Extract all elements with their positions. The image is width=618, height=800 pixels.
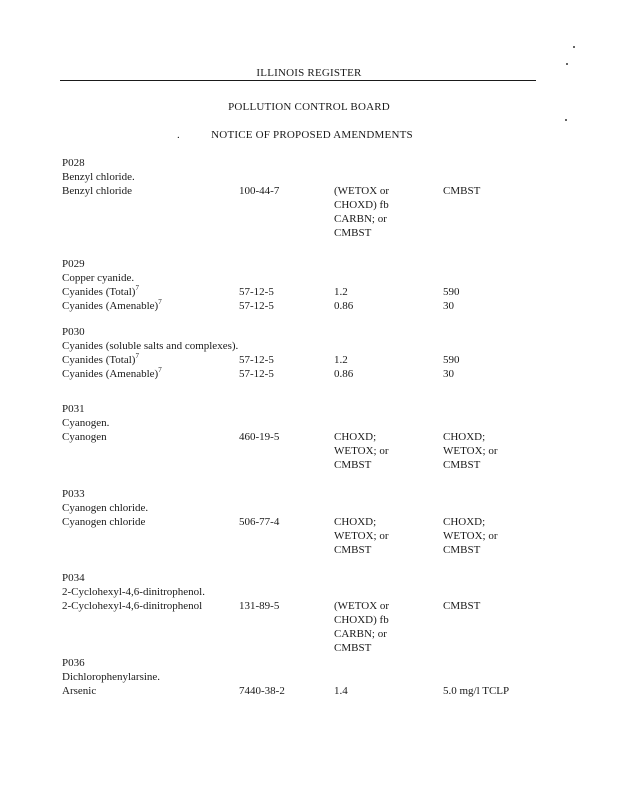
standard-line: 0.86 bbox=[334, 300, 354, 312]
standard-line: (WETOX or bbox=[334, 600, 390, 612]
notice-bullet: . bbox=[177, 129, 180, 141]
constituent-row bbox=[62, 367, 542, 381]
cas-number: 131-89-5 bbox=[239, 600, 280, 612]
standard-line: WETOX; or bbox=[443, 445, 498, 457]
standard-line: (WETOX or bbox=[334, 185, 390, 197]
cas-number: 57-12-5 bbox=[239, 368, 274, 380]
constituent-label: 2-Cyclohexyl-4,6-dinitrophenol bbox=[62, 600, 203, 612]
wastewater-standard bbox=[334, 599, 389, 655]
wastewater-standard bbox=[334, 367, 353, 381]
footnote-marker: 7 bbox=[158, 298, 162, 306]
standard-line: CHOXD; bbox=[334, 431, 377, 443]
waste-code: P031 bbox=[62, 403, 85, 415]
standard-line: CMBST bbox=[443, 600, 481, 612]
standard-line: CMBST bbox=[443, 544, 481, 556]
constituent-label: Arsenic bbox=[62, 685, 97, 697]
cas-number: 100-44-7 bbox=[239, 185, 280, 197]
wastewater-standard bbox=[334, 515, 388, 557]
standard-line: 1.4 bbox=[334, 685, 348, 697]
waste-code: P033 bbox=[62, 488, 85, 500]
waste-entry bbox=[62, 656, 542, 698]
wastewater-standard bbox=[334, 353, 348, 367]
standard-line: CMBST bbox=[443, 185, 481, 197]
constituent-row bbox=[62, 184, 542, 240]
cas-number: 460-19-5 bbox=[239, 431, 280, 443]
standard-line: 5.0 mg/l TCLP bbox=[443, 685, 510, 697]
constituent-name bbox=[62, 367, 162, 381]
constituent-label: Cyanides (Amenable) bbox=[62, 300, 159, 312]
waste-description: Cyanides (soluble salts and complexes). bbox=[62, 340, 239, 352]
constituent-row bbox=[62, 515, 542, 557]
standard-line: 1.2 bbox=[334, 354, 348, 366]
footnote-marker: 7 bbox=[135, 352, 139, 360]
nonwastewater-standard bbox=[443, 299, 454, 313]
constituent-name bbox=[62, 184, 132, 198]
waste-entry bbox=[62, 156, 542, 240]
constituent-name bbox=[62, 515, 145, 529]
waste-description: Benzyl chloride. bbox=[62, 171, 135, 183]
constituent-row bbox=[62, 353, 542, 367]
cas-number: 57-12-5 bbox=[239, 300, 274, 312]
standard-line: CMBST bbox=[334, 642, 372, 654]
constituent-row bbox=[62, 430, 542, 472]
waste-description: Dichlorophenylarsine. bbox=[62, 671, 161, 683]
standard-line: CHOXD; bbox=[443, 516, 486, 528]
nonwastewater-standard bbox=[443, 515, 497, 557]
nonwastewater-standard bbox=[443, 684, 509, 698]
constituent-name bbox=[62, 285, 139, 299]
waste-code: P029 bbox=[62, 258, 85, 270]
notice-title bbox=[3, 128, 618, 142]
register-title: ILLINOIS REGISTER bbox=[256, 67, 362, 79]
standard-line: 30 bbox=[443, 300, 454, 312]
constituent-label: Cyanides (Total) bbox=[62, 286, 136, 298]
standard-line: CARBN; or bbox=[334, 628, 387, 640]
nonwastewater-standard bbox=[443, 184, 480, 198]
waste-description: Copper cyanide. bbox=[62, 272, 135, 284]
footnote-marker: 7 bbox=[135, 284, 139, 292]
constituent-row bbox=[62, 599, 542, 655]
board-title: POLLUTION CONTROL BOARD bbox=[228, 101, 390, 113]
standard-line: CMBST bbox=[443, 459, 481, 471]
footnote-marker: 7 bbox=[158, 366, 162, 374]
nonwastewater-standard bbox=[443, 367, 454, 381]
wastewater-standard bbox=[334, 684, 348, 698]
constituent-row bbox=[62, 285, 542, 299]
waste-entry bbox=[62, 257, 542, 313]
standard-line: CARBN; or bbox=[334, 213, 387, 225]
standard-line: WETOX; or bbox=[443, 530, 498, 542]
constituent-name bbox=[62, 684, 96, 698]
standard-line: CHOXD; bbox=[334, 516, 377, 528]
standard-line: CMBST bbox=[334, 459, 372, 471]
standard-line: 1.2 bbox=[334, 286, 348, 298]
nonwastewater-standard bbox=[443, 353, 460, 367]
waste-description: Cyanogen chloride. bbox=[62, 502, 149, 514]
constituent-name bbox=[62, 299, 162, 313]
constituent-name bbox=[62, 353, 139, 367]
scan-speck bbox=[566, 63, 568, 65]
standard-line: 30 bbox=[443, 368, 454, 380]
standard-line: CHOXD) fb bbox=[334, 614, 389, 626]
nonwastewater-standard bbox=[443, 285, 460, 299]
header-rule bbox=[60, 80, 536, 81]
wastewater-standard bbox=[334, 299, 353, 313]
waste-code: P028 bbox=[62, 157, 85, 169]
standard-line: WETOX; or bbox=[334, 445, 389, 457]
waste-description: Cyanogen. bbox=[62, 417, 110, 429]
nonwastewater-standard bbox=[443, 430, 497, 472]
standard-line: CMBST bbox=[334, 544, 372, 556]
constituent-label: Cyanides (Amenable) bbox=[62, 368, 159, 380]
constituent-row bbox=[62, 684, 542, 698]
notice-text: NOTICE OF PROPOSED AMENDMENTS bbox=[211, 129, 413, 141]
waste-code: P030 bbox=[62, 326, 85, 338]
waste-description: 2-Cyclohexyl-4,6-dinitrophenol. bbox=[62, 586, 205, 598]
waste-code: P034 bbox=[62, 572, 85, 584]
constituent-label: Benzyl chloride bbox=[62, 185, 132, 197]
standard-line: 590 bbox=[443, 286, 460, 298]
constituent-label: Cyanides (Total) bbox=[62, 354, 136, 366]
scan-speck bbox=[573, 46, 575, 48]
cas-number: 57-12-5 bbox=[239, 354, 274, 366]
standard-line: CHOXD; bbox=[443, 431, 486, 443]
waste-entry bbox=[62, 487, 542, 557]
wastewater-standard bbox=[334, 184, 389, 240]
waste-entry bbox=[62, 325, 542, 381]
constituent-name bbox=[62, 430, 107, 444]
standard-line: 590 bbox=[443, 354, 460, 366]
cas-number: 7440-38-2 bbox=[239, 685, 285, 697]
standard-line: 0.86 bbox=[334, 368, 354, 380]
waste-entry bbox=[62, 571, 542, 655]
standard-line: WETOX; or bbox=[334, 530, 389, 542]
standard-line: CHOXD) fb bbox=[334, 199, 389, 211]
wastewater-standard bbox=[334, 430, 388, 472]
waste-code: P036 bbox=[62, 657, 85, 669]
constituent-label: Cyanogen chloride bbox=[62, 516, 146, 528]
scan-speck bbox=[565, 119, 567, 121]
nonwastewater-standard bbox=[443, 599, 480, 613]
cas-number: 506-77-4 bbox=[239, 516, 280, 528]
standard-line: CMBST bbox=[334, 227, 372, 239]
cas-number: 57-12-5 bbox=[239, 286, 274, 298]
constituent-label: Cyanogen bbox=[62, 431, 107, 443]
constituent-name bbox=[62, 599, 202, 613]
constituent-row bbox=[62, 299, 542, 313]
wastewater-standard bbox=[334, 285, 348, 299]
waste-entry bbox=[62, 402, 542, 472]
